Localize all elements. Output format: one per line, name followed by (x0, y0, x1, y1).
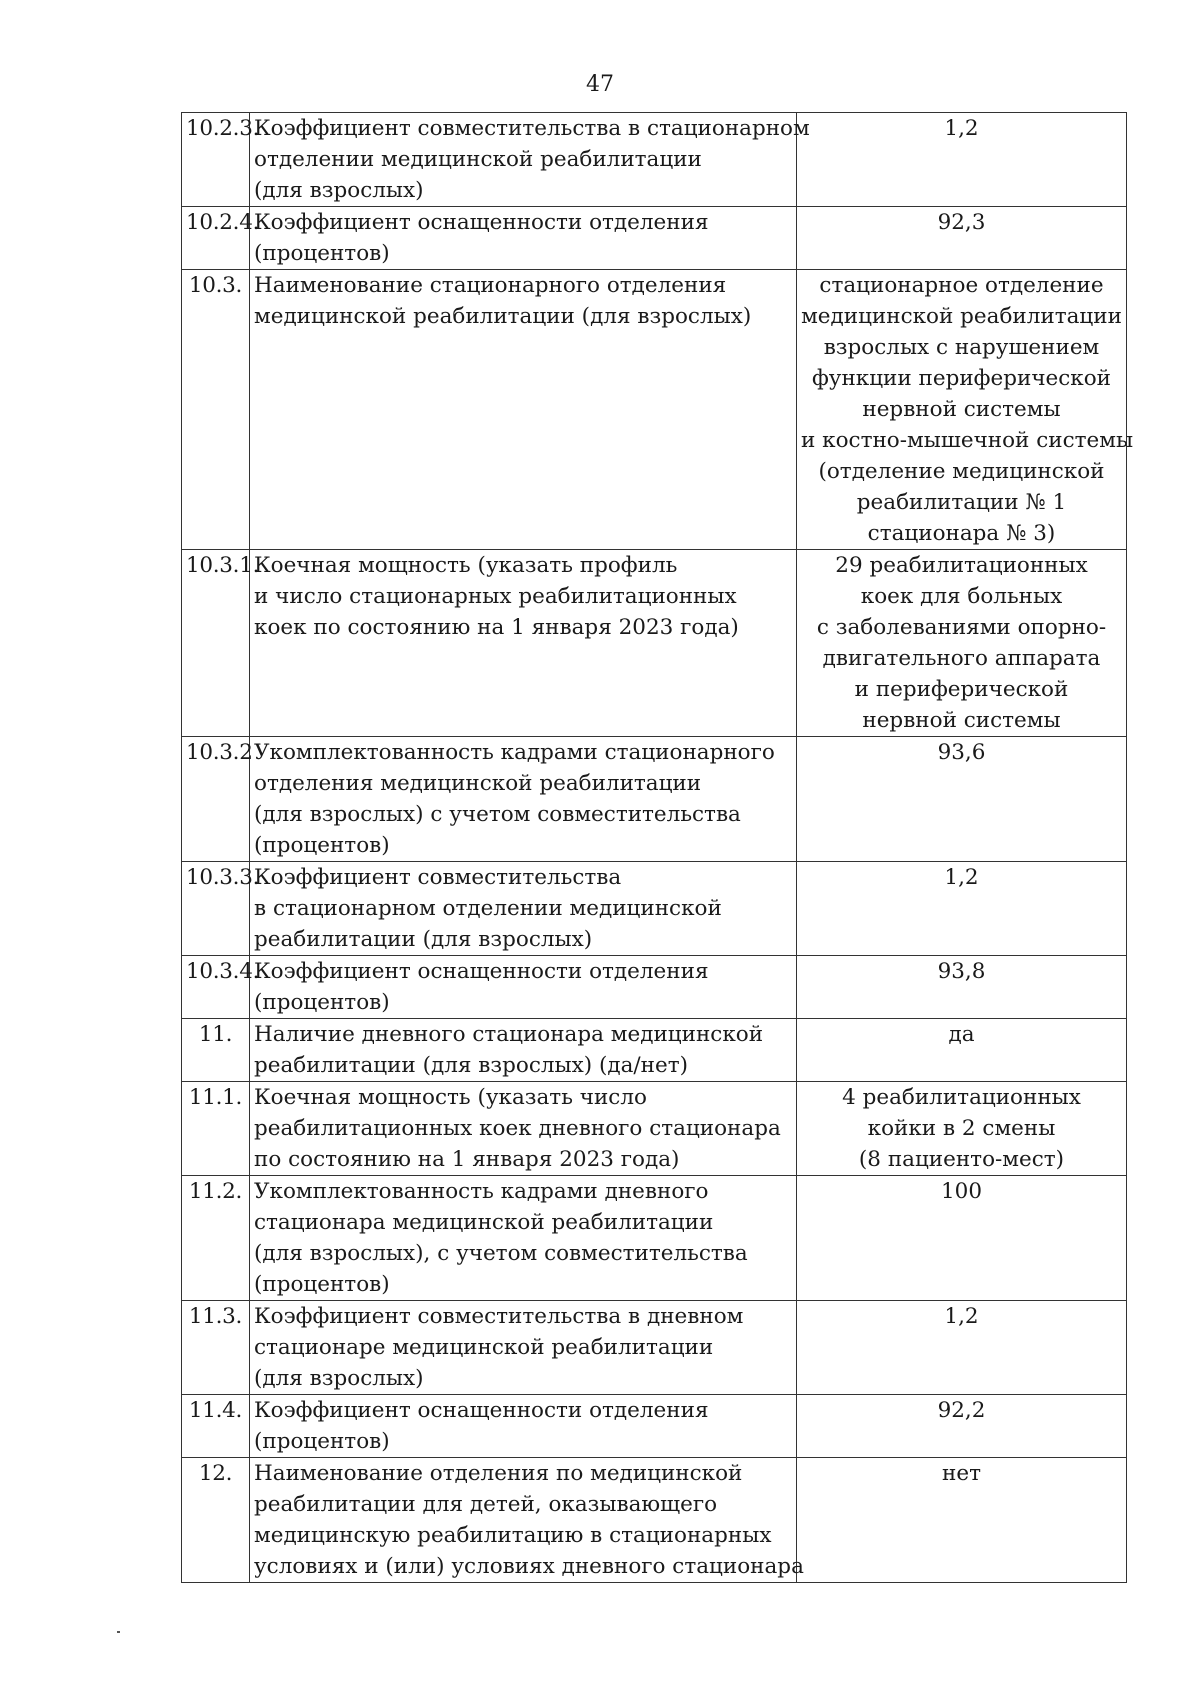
description-line: (для взрослых) (254, 178, 424, 203)
row-value (797, 1019, 1127, 1082)
description-line: (для взрослых) (254, 1366, 424, 1391)
table-row (182, 1301, 1127, 1395)
description-line: коек по состоянию на 1 января 2023 года) (254, 615, 739, 640)
row-value (797, 1395, 1127, 1458)
row-number: 11. (182, 1019, 250, 1082)
row-value (797, 1458, 1127, 1583)
value-line: нет (942, 1461, 981, 1486)
description-line: медицинскую реабилитацию в стационарных (254, 1523, 772, 1548)
table-row (182, 207, 1127, 270)
value-line: стационара № 3) (867, 521, 1056, 546)
table-row (182, 1019, 1127, 1082)
description-line: Коэффициент совместительства (254, 865, 622, 890)
table-row (182, 1082, 1127, 1176)
value-line: 1,2 (944, 116, 979, 141)
description-line: стационара медицинской реабилитации (254, 1210, 714, 1235)
value-line: да (948, 1022, 975, 1047)
value-line: и периферической (854, 677, 1069, 702)
value-line: с заболеваниями опорно- (816, 615, 1107, 640)
description-line: (процентов) (254, 1272, 390, 1297)
description-line: Коэффициент совместительства в стационарном (254, 116, 810, 141)
value-line: функции периферической (811, 366, 1112, 391)
row-number: 11.1. (182, 1082, 250, 1176)
description-line: Укомплектованность кадрами стационарного (254, 740, 775, 765)
description-line: Наличие дневного стационара медицинской (254, 1022, 764, 1047)
description-line: стационаре медицинской реабилитации (254, 1335, 714, 1360)
row-value (797, 956, 1127, 1019)
row-number: 12. (182, 1458, 250, 1583)
description-line: отделении медицинской реабилитации (254, 147, 702, 172)
value-line: 93,8 (937, 959, 986, 984)
row-description (250, 550, 797, 737)
row-value (797, 550, 1127, 737)
row-number: 10.3.2 (182, 737, 250, 862)
value-line: и костно-мышечной системы (801, 428, 1134, 453)
indicators-table (181, 112, 1134, 1583)
value-line: нервной системы (862, 708, 1061, 733)
row-value (797, 113, 1127, 207)
table-row (182, 550, 1127, 737)
row-number: 11.3. (182, 1301, 250, 1395)
row-description (250, 1395, 797, 1458)
description-line: (процентов) (254, 1429, 390, 1454)
description-line: реабилитации (для взрослых) (да/нет) (254, 1053, 688, 1078)
value-line: реабилитации № 1 (856, 490, 1067, 515)
row-value (797, 1082, 1127, 1176)
table-row (182, 1458, 1127, 1583)
table-row (182, 1176, 1127, 1301)
value-line: двигательного аппарата (822, 646, 1101, 671)
description-line: (для взрослых) с учетом совместительства (254, 802, 741, 827)
description-line: в стационарном отделении медицинской (254, 896, 722, 921)
description-line: (процентов) (254, 990, 390, 1015)
row-number: 11.4. (182, 1395, 250, 1458)
row-description (250, 956, 797, 1019)
description-line: (процентов) (254, 833, 390, 858)
row-description (250, 270, 797, 550)
row-description (250, 1301, 797, 1395)
row-description (250, 1082, 797, 1176)
value-line: 92,3 (937, 210, 986, 235)
description-line: (процентов) (254, 241, 390, 266)
table-row (182, 1395, 1127, 1458)
table-row (182, 113, 1127, 207)
description-line: Коэффициент оснащенности отделения (254, 1398, 709, 1423)
description-line: условиях и (или) условиях дневного стационара (254, 1554, 804, 1579)
description-line: Коэффициент оснащенности отделения (254, 210, 709, 235)
table-row (182, 270, 1127, 550)
row-number: 10.2.3. (182, 113, 250, 207)
value-line: коек для больных (860, 584, 1063, 609)
row-description (250, 737, 797, 862)
row-value (797, 270, 1134, 550)
value-line: 92,2 (937, 1398, 986, 1423)
row-value (797, 862, 1127, 956)
description-line: Наименование отделения по медицинской (254, 1461, 743, 1486)
row-description (250, 1176, 797, 1301)
row-description (250, 207, 797, 270)
row-number: 10.3.4. (182, 956, 250, 1019)
value-line: 1,2 (944, 865, 979, 890)
value-line: взрослых с нарушением (823, 335, 1100, 360)
description-line: Укомплектованность кадрами дневного (254, 1179, 709, 1204)
description-line: Коэффициент совместительства в дневном (254, 1304, 744, 1329)
row-value (797, 1301, 1127, 1395)
description-line: по состоянию на 1 января 2023 года) (254, 1147, 680, 1172)
table-row (182, 862, 1127, 956)
value-line: 100 (940, 1179, 983, 1204)
page-number: 47 (586, 72, 614, 97)
value-line: нервной системы (862, 397, 1061, 422)
row-description (250, 1458, 804, 1583)
row-number: 10.2.4. (182, 207, 250, 270)
description-line: реабилитации (для взрослых) (254, 927, 593, 952)
value-line: стационарное отделение (819, 273, 1104, 298)
scan-speck (117, 1631, 120, 1633)
row-description (250, 1019, 797, 1082)
row-value (797, 737, 1127, 862)
description-line: Коечная мощность (указать число (254, 1085, 647, 1110)
value-line: 93,6 (937, 740, 986, 765)
description-line: и число стационарных реабилитационных (254, 584, 737, 609)
value-line: (8 пациенто-мест) (858, 1147, 1065, 1172)
row-number: 11.2. (182, 1176, 250, 1301)
value-line: (отделение медицинской (818, 459, 1105, 484)
description-line: медицинской реабилитации (для взрослых) (254, 304, 752, 329)
row-number: 10.3.3. (182, 862, 250, 956)
description-line: Коечная мощность (указать профиль (254, 553, 678, 578)
description-line: Наименование стационарного отделения (254, 273, 727, 298)
value-line: койки в 2 смены (867, 1116, 1056, 1141)
row-description (250, 862, 797, 956)
value-line: 29 реабилитационных (835, 553, 1088, 578)
description-line: (для взрослых), с учетом совместительства (254, 1241, 748, 1266)
indicators-table-body (182, 113, 1134, 1583)
row-description (250, 113, 810, 207)
row-value (797, 207, 1127, 270)
row-value (797, 1176, 1127, 1301)
row-number: 10.3. (182, 270, 250, 550)
table-row (182, 956, 1127, 1019)
value-line: 4 реабилитационных (842, 1085, 1081, 1110)
description-line: реабилитации для детей, оказывающего (254, 1492, 718, 1517)
row-number: 10.3.1. (182, 550, 250, 737)
value-line: 1,2 (944, 1304, 979, 1329)
description-line: реабилитационных коек дневного стационара (254, 1116, 781, 1141)
value-line: медицинской реабилитации (801, 304, 1122, 329)
description-line: отделения медицинской реабилитации (254, 771, 702, 796)
table-row (182, 737, 1127, 862)
description-line: Коэффициент оснащенности отделения (254, 959, 709, 984)
